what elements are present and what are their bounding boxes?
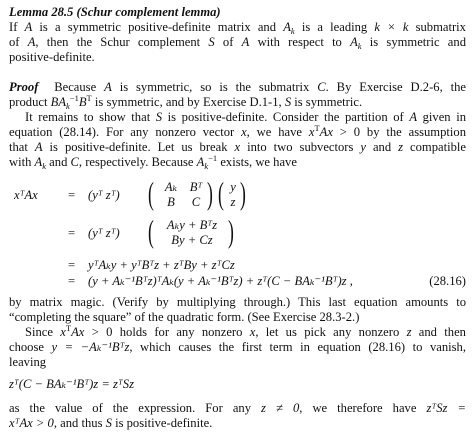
matrix-left-paren: ( <box>148 175 154 211</box>
proof-line-4: equation (28.14). For any nonzero vector x, we have $x^TAx > 0$ by the assumption <box>9 123 466 139</box>
lemma-line-3: positive-definite. <box>9 50 95 64</box>
after-line-2: “completing the square” of the quadratic form. (See Exercise 28.3-2.) <box>9 310 360 324</box>
proof-line-6: with $A_k$ and C, respectively. Because $A_k^{-1}$ exists, we have <box>9 153 297 171</box>
after-line-7: xᵀAx > 0, and thus S is positive-definite. <box>9 416 213 430</box>
after-line-1: by matrix magic. (Verify by multiplying through.) This last equation amounts to <box>9 295 466 309</box>
equation-equals-1: = <box>68 188 76 202</box>
proof-line-5: that A is positive-definite. Let us break x into two subvectors y and z compatible <box>9 140 466 154</box>
row-vector-2: (yᵀ zᵀ) <box>88 226 120 240</box>
equation-lhs: xᵀAx <box>14 188 38 202</box>
lemma-title: Lemma 28.5 (Schur complement lemma) <box>9 5 221 19</box>
matrix-a21: B <box>167 195 175 209</box>
matrix-a12: Bᵀ <box>189 180 203 194</box>
product-left-paren: ( <box>148 213 154 249</box>
final-equation: zᵀ(C − BAₖ⁻¹Bᵀ)z = zᵀSz <box>9 377 134 391</box>
expanded-form: yᵀAₖy + yᵀBᵀz + zᵀBy + zᵀCz <box>88 258 235 272</box>
after-line-6: as the value of the expression. For any z ≠ 0, we therefore have zᵀSz = <box>9 401 466 415</box>
row-vector-1: (yᵀ zᵀ) <box>88 188 120 202</box>
equation-number: (28.16) <box>429 274 466 288</box>
equation-equals-4: = <box>68 274 76 288</box>
product-bottom: By + Cz <box>171 233 213 247</box>
vector-y: y <box>230 180 236 194</box>
proof-line-1: Proof Because A is symmetric, so is the submatrix C. By Exercise D.2-6, the <box>9 80 467 94</box>
matrix-a11: Aₖ <box>164 180 178 194</box>
after-line-5: leaving <box>9 355 47 369</box>
proof-label: Proof <box>9 80 39 94</box>
after-line-4: choose y = −Aₖ⁻¹Bᵀz, which causes the first term in equation (28.16) to vanish, <box>9 340 466 354</box>
after-line-3: Since $x^TAx > 0$ holds for any nonzero x, let us pick any nonzero z and then <box>25 323 466 339</box>
completed-square-form: (y + Aₖ⁻¹Bᵀz)ᵀAₖ(y + Aₖ⁻¹Bᵀz) + zᵀ(C − BAₖ⁻¹Bᵀ)z , <box>88 274 353 288</box>
proof-line-3: It remains to show that S is positive-definite. Consider the partition of A given in <box>25 110 466 124</box>
proof-line-2: product $BA_k^{-1}B^T$ is symmetric, and by Exercise D.1-1, S is symmetric. <box>9 93 363 111</box>
lemma-line-1: If A is a symmetric positive-definite matrix and $A_k$ is a leading k × k submatrix <box>9 20 466 36</box>
matrix-a22: C <box>191 195 201 209</box>
equation-equals-2: = <box>68 226 76 240</box>
vector-left-paren: ( <box>218 175 224 211</box>
vector-z: z <box>230 195 236 209</box>
product-top: Aₖy + Bᵀz <box>166 218 218 232</box>
equation-equals-3: = <box>68 258 76 272</box>
lemma-line-2: of A, then the Schur complement S of A with respect to $A_k$ is symmetric and <box>9 35 466 51</box>
vector-right-paren: ) <box>240 175 246 211</box>
matrix-right-paren: ) <box>207 175 213 211</box>
product-right-paren: ) <box>228 213 234 249</box>
